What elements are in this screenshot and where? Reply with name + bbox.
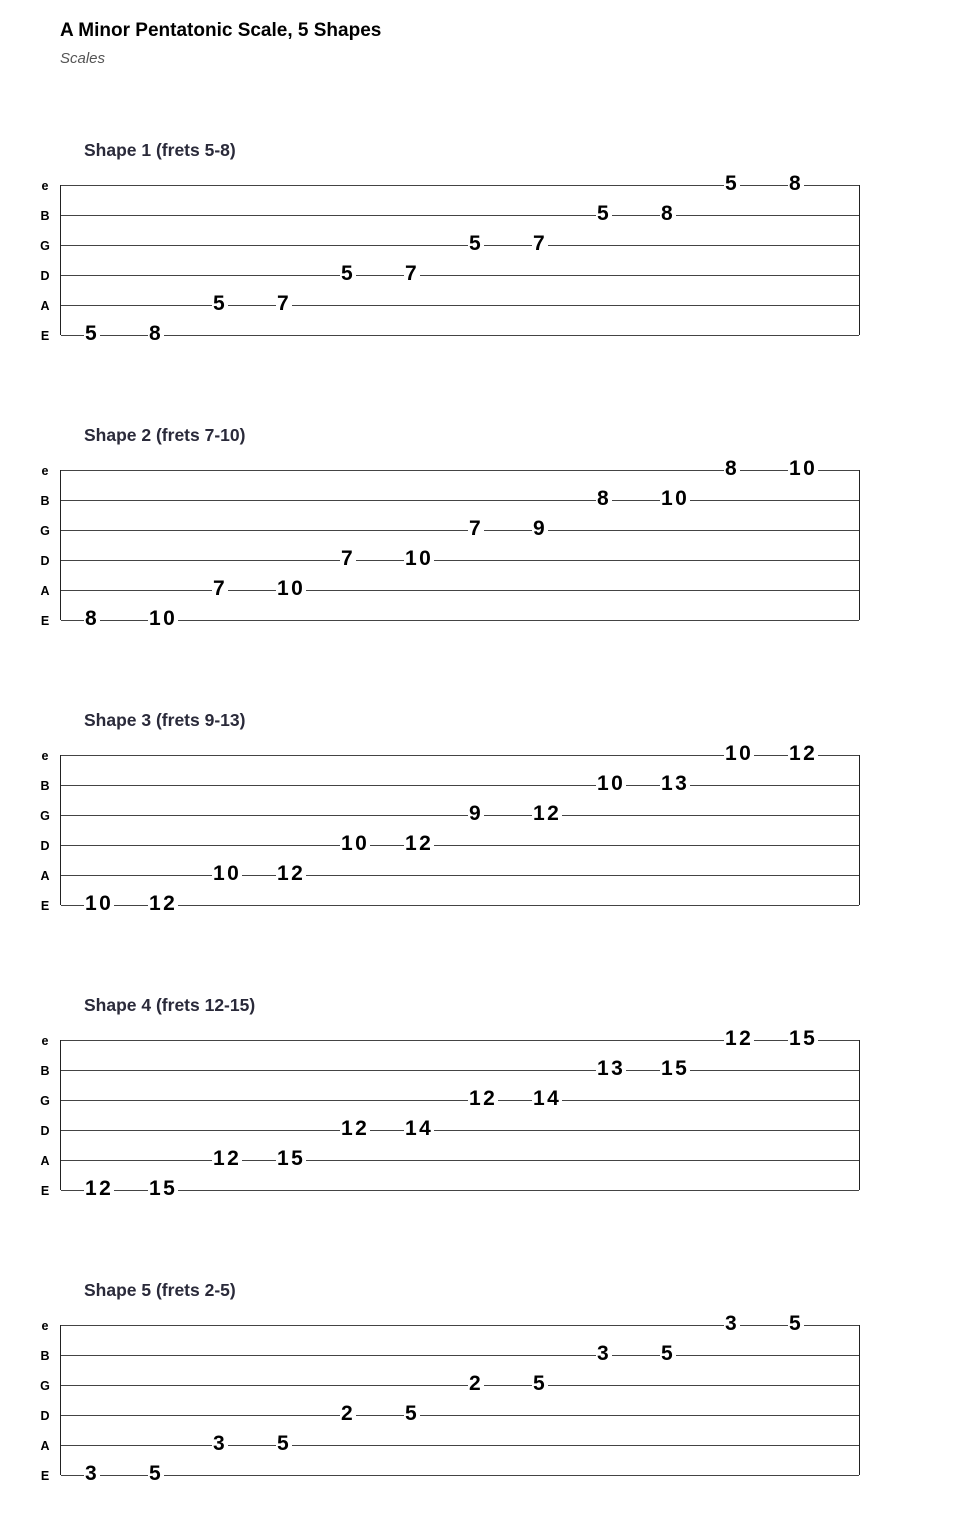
fret-note: 10 [341,832,370,855]
string-label-3: D [40,1124,50,1138]
string-label-5: E [40,899,50,913]
string-line [61,815,859,816]
string-label-0: e [41,464,49,478]
fret-note: 8 [661,202,676,225]
fret-note: 15 [277,1147,306,1170]
string-label-1: B [40,494,50,508]
string-label-4: A [40,869,50,883]
fret-note: 7 [213,577,228,600]
fret-note: 5 [661,1342,676,1365]
fret-note: 3 [597,1342,612,1365]
string-label-5: E [40,614,50,628]
fret-note: 12 [469,1087,498,1110]
string-label-2: G [40,524,50,538]
string-line [61,905,859,906]
string-label-0: e [41,179,49,193]
string-label-2: G [40,1379,50,1393]
fret-note: 5 [149,1462,164,1485]
section-title: Shape 5 (frets 2-5) [84,1280,236,1300]
fret-note: 5 [725,172,740,195]
tab-section-shape-3 [0,710,960,960]
string-line [61,275,859,276]
string-line [61,305,859,306]
fret-note: 12 [789,742,818,765]
section-title: Shape 2 (frets 7-10) [84,425,246,445]
section-title: Shape 3 (frets 9-13) [84,710,246,730]
fret-note: 7 [469,517,484,540]
fret-note: 12 [341,1117,370,1140]
fret-note: 5 [469,232,484,255]
fret-note: 12 [405,832,434,855]
fret-note: 12 [533,802,562,825]
tab-staff [60,470,860,620]
fret-note: 7 [533,232,548,255]
fret-note: 8 [85,607,100,630]
fret-note: 10 [661,487,690,510]
string-line [61,215,859,216]
fret-note: 3 [213,1432,228,1455]
fret-note: 9 [533,517,548,540]
fret-note: 5 [405,1402,420,1425]
string-line [61,1445,859,1446]
fret-note: 14 [533,1087,562,1110]
fret-note: 3 [85,1462,100,1485]
string-line [61,875,859,876]
fret-note: 5 [597,202,612,225]
string-line [61,1070,859,1071]
fret-note: 5 [789,1312,804,1335]
string-label-3: D [40,554,50,568]
string-line [61,1415,859,1416]
string-line [61,590,859,591]
string-label-2: G [40,1094,50,1108]
fret-note: 10 [597,772,626,795]
tab-section-shape-5 [0,1280,960,1530]
fret-note: 9 [469,802,484,825]
string-label-2: G [40,809,50,823]
fret-note: 5 [213,292,228,315]
string-line [61,1130,859,1131]
fret-note: 10 [277,577,306,600]
fret-note: 12 [213,1147,242,1170]
string-label-5: E [40,329,50,343]
string-label-4: A [40,584,50,598]
string-line [61,1355,859,1356]
fret-note: 15 [789,1027,818,1050]
fret-note: 2 [469,1372,484,1395]
fret-note: 8 [789,172,804,195]
string-label-1: B [40,1349,50,1363]
fret-note: 13 [661,772,690,795]
string-line [61,1160,859,1161]
string-label-2: G [40,239,50,253]
string-label-4: A [40,1439,50,1453]
fret-note: 10 [725,742,754,765]
string-line [61,845,859,846]
string-label-0: e [41,1034,49,1048]
fret-note: 14 [405,1117,434,1140]
string-line [61,245,859,246]
string-label-1: B [40,209,50,223]
section-title: Shape 1 (frets 5-8) [84,140,236,160]
fret-note: 8 [725,457,740,480]
fret-note: 5 [277,1432,292,1455]
string-line [61,1475,859,1476]
fret-note: 10 [789,457,818,480]
fret-note: 12 [277,862,306,885]
tab-staff [60,1325,860,1475]
string-label-1: B [40,779,50,793]
string-label-4: A [40,299,50,313]
string-label-3: D [40,1409,50,1423]
fret-note: 8 [149,322,164,345]
fret-note: 3 [725,1312,740,1335]
string-label-5: E [40,1184,50,1198]
string-line [61,620,859,621]
fret-note: 15 [661,1057,690,1080]
fret-note: 5 [85,322,100,345]
fret-note: 10 [149,607,178,630]
fret-note: 15 [149,1177,178,1200]
section-title: Shape 4 (frets 12-15) [84,995,256,1015]
tab-staff [60,755,860,905]
string-line [61,500,859,501]
fret-note: 12 [85,1177,114,1200]
string-line [61,785,859,786]
fret-note: 13 [597,1057,626,1080]
page-title: A Minor Pentatonic Scale, 5 Shapes [60,20,382,41]
string-label-0: e [41,749,49,763]
string-line [61,1385,859,1386]
tab-staff [60,185,860,335]
tab-section-shape-4 [0,995,960,1245]
tab-section-shape-2 [0,425,960,675]
string-line [61,335,859,336]
string-label-1: B [40,1064,50,1078]
fret-note: 7 [277,292,292,315]
fret-note: 10 [213,862,242,885]
fret-note: 5 [341,262,356,285]
fret-note: 7 [341,547,356,570]
fret-note: 7 [405,262,420,285]
string-label-0: e [41,1319,49,1333]
string-label-4: A [40,1154,50,1168]
tab-staff [60,1040,860,1190]
tab-section-shape-1 [0,140,960,390]
string-label-3: D [40,269,50,283]
fret-note: 10 [85,892,114,915]
fret-note: 5 [533,1372,548,1395]
string-line [61,1190,859,1191]
page-subtitle: Scales [60,50,106,67]
fret-note: 2 [341,1402,356,1425]
fret-note: 12 [149,892,178,915]
string-line [61,530,859,531]
string-label-3: D [40,839,50,853]
string-line [61,1100,859,1101]
string-label-5: E [40,1469,50,1483]
fret-note: 8 [597,487,612,510]
string-line [61,560,859,561]
fret-note: 10 [405,547,434,570]
fret-note: 12 [725,1027,754,1050]
